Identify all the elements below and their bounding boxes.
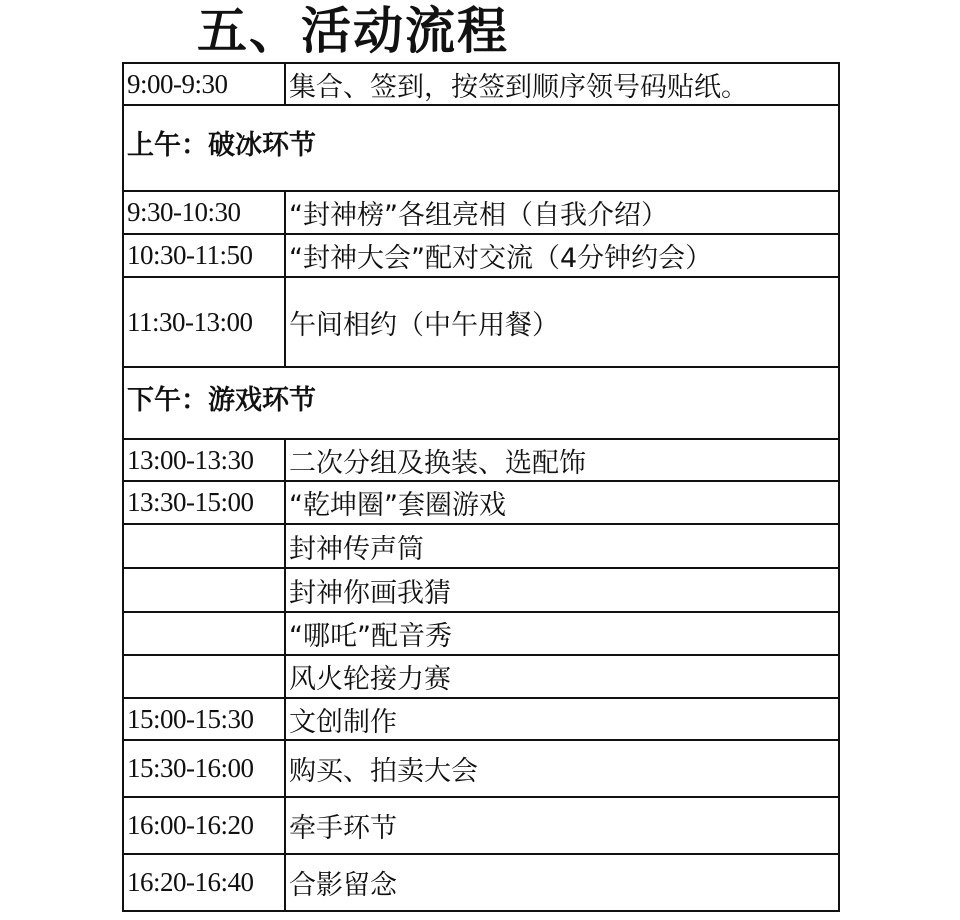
activity-cell: 二次分组及换装、选配饰 [285,439,839,481]
activity-cell: “封神大会”配对交流（4分钟约会） [285,234,839,277]
table-row [123,63,839,105]
table-row [123,234,839,277]
time-cell [123,612,285,655]
table-row [123,854,839,911]
activity-cell: 合影留念 [285,854,839,911]
activity-cell: “乾坤圈”套圈游戏 [285,481,839,524]
activity-cell: 购买、拍卖大会 [285,740,839,797]
time-cell: 10:30-11:50 [123,234,285,277]
activity-cell: “哪吒”配音秀 [285,612,839,655]
time-cell: 16:00-16:20 [123,797,285,854]
activity-cell: 午间相约（中午用餐） [285,277,839,367]
table-row [123,524,839,568]
schedule-table [122,62,840,912]
time-cell: 13:30-15:00 [123,481,285,524]
section-row-afternoon [123,367,839,439]
table-row [123,797,839,854]
time-cell: 15:00-15:30 [123,698,285,740]
time-cell: 15:30-16:00 [123,740,285,797]
time-cell [123,568,285,612]
table-row [123,439,839,481]
page-title: 五、活动流程 [197,2,509,60]
table-row [123,612,839,655]
table-row [123,568,839,612]
activity-cell: 文创制作 [285,698,839,740]
table-row [123,740,839,797]
activity-cell: 风火轮接力赛 [285,655,839,698]
activity-cell: 封神你画我猜 [285,568,839,612]
time-cell [123,524,285,568]
table-row [123,191,839,234]
activity-cell: 牵手环节 [285,797,839,854]
table-row [123,481,839,524]
time-cell: 13:00-13:30 [123,439,285,481]
time-cell: 16:20-16:40 [123,854,285,911]
section-heading: 下午：游戏环节 [123,367,839,439]
section-row-morning [123,105,839,191]
table-row [123,277,839,367]
table-row [123,655,839,698]
time-cell: 9:30-10:30 [123,191,285,234]
activity-cell: 封神传声筒 [285,524,839,568]
table-row [123,698,839,740]
time-cell [123,655,285,698]
section-heading: 上午：破冰环节 [123,105,839,191]
activity-cell: “封神榜”各组亮相（自我介绍） [285,191,839,234]
time-cell: 11:30-13:00 [123,277,285,367]
time-cell: 9:00-9:30 [123,63,285,105]
activity-cell: 集合、签到，按签到顺序领号码贴纸。 [285,63,839,105]
